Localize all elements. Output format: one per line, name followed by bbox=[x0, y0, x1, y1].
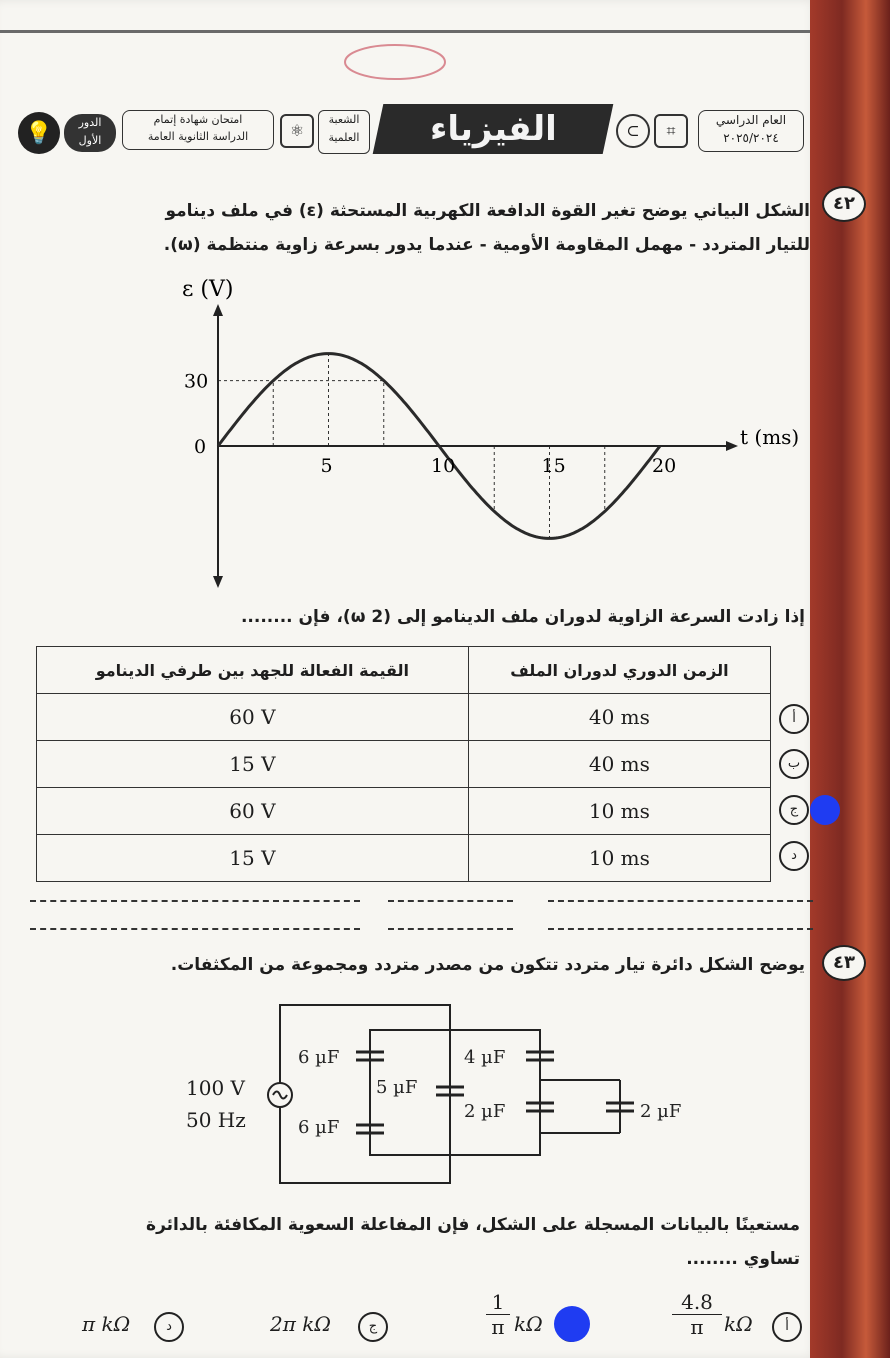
period-cell: 10 ms bbox=[468, 788, 770, 835]
answer-b-unit: kΩ bbox=[514, 1312, 543, 1336]
x-axis-label: t (ms) bbox=[740, 425, 800, 449]
answer-b-fraction: $\frac{1}{\pi}$ bbox=[486, 1290, 510, 1339]
multimeter-icon: ⌗ bbox=[654, 114, 688, 148]
source-frequency: 50 Hz bbox=[186, 1108, 246, 1132]
answer-a-fraction: $\frac{4.8}{\pi}$ bbox=[672, 1290, 722, 1339]
cap-label-2uF-right: 2 µF bbox=[640, 1101, 682, 1122]
x-tick-label: 10 bbox=[431, 455, 456, 477]
separator-middle bbox=[388, 900, 513, 930]
table-header-row bbox=[37, 647, 771, 694]
x-tick-label: 5 bbox=[320, 455, 333, 477]
answer-d-text: π kΩ bbox=[82, 1312, 131, 1336]
answer-a-radio[interactable]: أ bbox=[772, 1312, 802, 1342]
rms-cell: 15 V bbox=[37, 835, 469, 882]
answer-c-radio[interactable]: ج bbox=[358, 1312, 388, 1342]
table-row bbox=[37, 741, 771, 788]
y-tick-label: 30 bbox=[184, 370, 209, 393]
round-badge bbox=[18, 112, 138, 152]
exam-title: امتحان شهادة إتمام الدراسة الثانوية العامة bbox=[122, 110, 274, 150]
academic-year: العام الدراسي ٢٠٢٥/٢٠٢٤ bbox=[698, 110, 804, 152]
col-header-period: الزمن الدوري لدوران الملف bbox=[468, 647, 770, 694]
cap-label-6uF-bottom: 6 µF bbox=[298, 1117, 340, 1138]
emf-chart bbox=[170, 270, 810, 600]
separator-left bbox=[30, 900, 360, 930]
col-header-rms: القيمة الفعالة للجهد بين طرفي الدينامو bbox=[37, 647, 469, 694]
answer-d-radio[interactable]: د bbox=[154, 1312, 184, 1342]
x-tick-label: 15 bbox=[541, 455, 566, 477]
table-row bbox=[37, 835, 771, 882]
question-number: ٤٢ bbox=[822, 186, 866, 222]
answer-c-text: 2π kΩ bbox=[270, 1312, 331, 1336]
separator-right bbox=[548, 900, 813, 930]
subject-title: الفيزياء bbox=[373, 104, 614, 154]
top-rule bbox=[0, 30, 810, 33]
selected-answer-mark bbox=[810, 795, 840, 825]
question-text: يوضح الشكل دائرة تيار متردد تتكون من مصدر متردد ومجموعة من المكثفات. bbox=[170, 955, 805, 975]
selected-answer-mark bbox=[554, 1306, 590, 1342]
table-row bbox=[37, 788, 771, 835]
question-text: الشكل البياني يوضح تغير القوة الدافعة الكهربية المستحثة (ε) في ملف دينامو للتيار المتردد - مهمل المقاومة الأومية - عندما يدور بسرعة زاوية منتظمة (ω). bbox=[163, 201, 810, 255]
bulb-icon: 💡 bbox=[18, 112, 60, 154]
option-d-radio[interactable]: د bbox=[779, 841, 809, 871]
x-tick-label: 20 bbox=[652, 455, 677, 477]
pencil-mark bbox=[340, 40, 450, 85]
exam-header bbox=[18, 100, 803, 162]
y-axis-arrow-down bbox=[213, 576, 223, 588]
magnet-icon: ⊂ bbox=[616, 114, 650, 148]
options-table bbox=[36, 646, 771, 882]
y-tick-label: 0 bbox=[194, 436, 207, 458]
cap-label-5uF: 5 µF bbox=[376, 1077, 418, 1098]
cap-label-6uF-top: 6 µF bbox=[298, 1047, 340, 1068]
period-cell: 10 ms bbox=[468, 835, 770, 882]
question-number: ٤٣ bbox=[822, 945, 866, 981]
y-axis-arrow-up bbox=[213, 304, 223, 316]
rms-cell: 60 V bbox=[37, 788, 469, 835]
branch-label: الشعبة العلمية bbox=[318, 110, 370, 154]
option-a-radio[interactable]: أ bbox=[779, 704, 809, 734]
cap-label-2uF-left: 2 µF bbox=[464, 1101, 506, 1122]
y-axis-label: ε (V) bbox=[182, 277, 234, 302]
option-b-radio[interactable]: ب bbox=[779, 749, 809, 779]
cap-label-4uF: 4 µF bbox=[464, 1047, 506, 1068]
source-voltage: 100 V bbox=[186, 1076, 245, 1100]
answer-a-unit: kΩ bbox=[724, 1312, 753, 1336]
capacitor-circuit bbox=[180, 995, 720, 1195]
period-cell: 40 ms bbox=[468, 694, 770, 741]
x-axis-arrow bbox=[726, 441, 738, 451]
rms-cell: 60 V bbox=[37, 694, 469, 741]
table-row bbox=[37, 694, 771, 741]
round-label: الدور الأول bbox=[64, 114, 116, 152]
outer-wire bbox=[280, 1005, 450, 1183]
question-prompt: مستعينًا بالبيانات المسجلة على الشكل، فإن المفاعلة السعوية المكافئة بالدائرة تساوي ........ bbox=[146, 1215, 800, 1269]
period-cell: 40 ms bbox=[468, 741, 770, 788]
subquestion-text: إذا زادت السرعة الزاوية لدوران ملف الدينامو إلى (2 ω)، فإن ........ bbox=[240, 607, 805, 627]
option-c-radio[interactable]: ج bbox=[779, 795, 809, 825]
sine-wave-icon bbox=[273, 1092, 287, 1099]
rms-cell: 15 V bbox=[37, 741, 469, 788]
atom-icon: ⚛ bbox=[280, 114, 314, 148]
